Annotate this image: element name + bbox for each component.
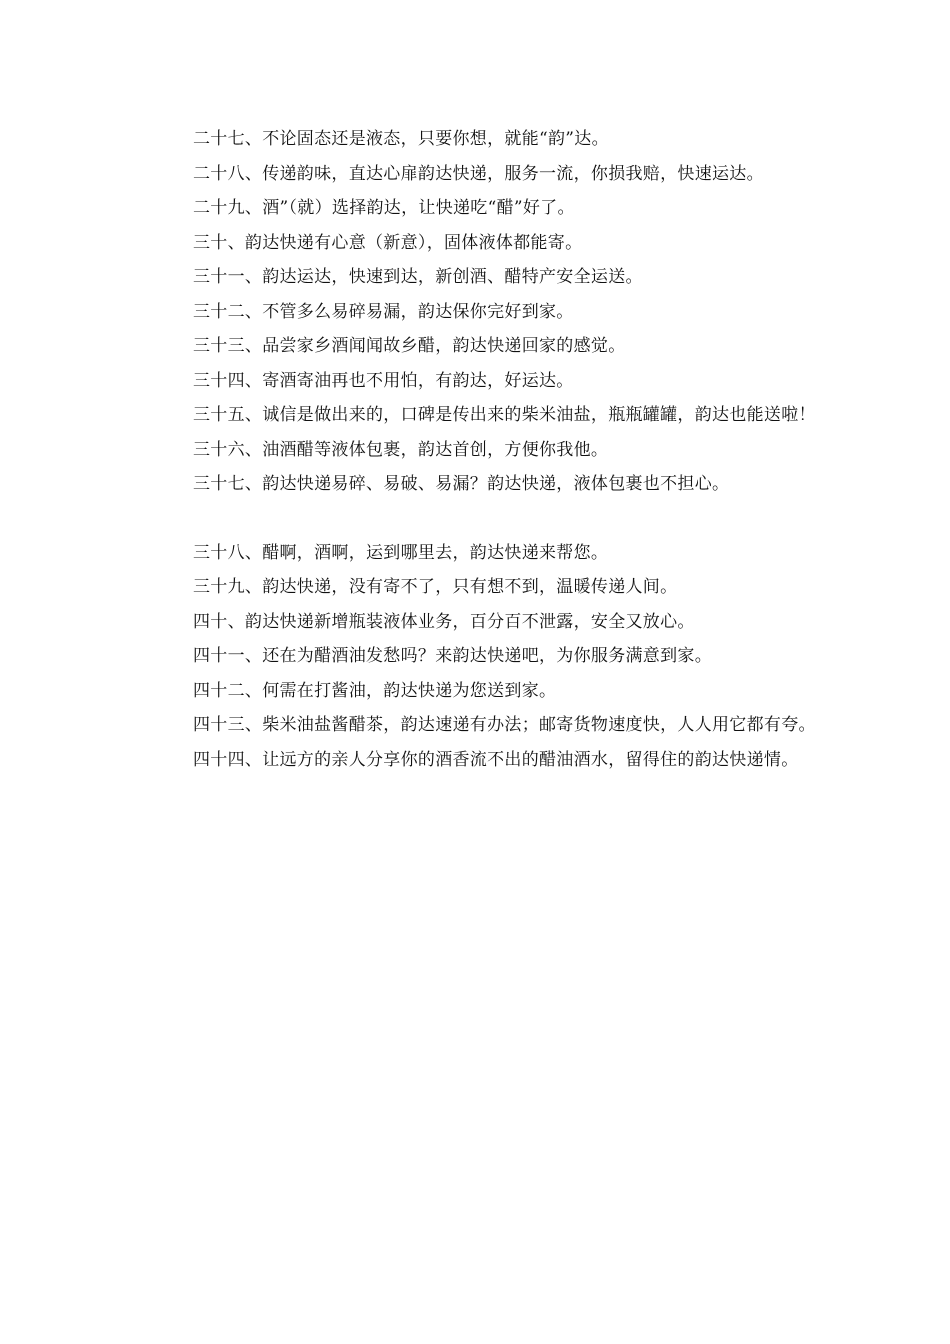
paragraph-40: 四十、韵达快递新增瓶装液体业务，百分百不泄露，安全又放心。 [193,611,695,632]
paragraph-32: 三十二、不管多么易碎易漏，韵达保你完好到家。 [193,301,574,322]
paragraph-41: 四十一、还在为醋酒油发愁吗？来韵达快递吧，为你服务满意到家。 [193,646,712,666]
paragraph-43: 四十三、柴米油盐酱醋茶，韵达速递有办法；邮寄货物速度快，人人用它都有夸。 [193,715,816,735]
document-body [145,122,825,777]
paragraph-31: 三十一、韵达运达，快速到达，新创酒、醋特产安全运送。 [193,267,643,287]
paragraph-28: 二十八、传递韵味，直达心扉韵达快递，服务一流，你损我赔，快速运达。 [193,163,764,184]
paragraph-33: 三十三、品尝家乡酒闻闻故乡醋，韵达快递回家的感觉。 [193,336,626,356]
paragraph-44: 四十四、让远方的亲人分享你的酒香流不出的醋油酒水，留得住的韵达快递情。 [193,749,799,770]
paragraph-29: 二十九、酒”（就）选择韵达，让快递吃“醋”好了。 [193,198,575,218]
paragraph-38: 三十八、醋啊，酒啊，运到哪里去，韵达快递来帮您。 [193,542,609,563]
paragraph-35: 三十五、诚信是做出来的，口碑是传出来的柴米油盐，瓶瓶罐罐，韵达也能送啦！ [193,405,816,425]
paragraph-36: 三十六、油酒醋等液体包裹，韵达首创，方便你我他。 [193,439,609,460]
paragraph-30: 三十、韵达快递有心意（新意），固体液体都能寄。 [193,232,583,253]
paragraph-39: 三十九、韵达快递，没有寄不了，只有想不到，温暖传递人间。 [193,577,678,597]
paragraph-34: 三十四、寄酒寄油再也不用怕，有韵达，好运达。 [193,370,574,391]
paragraph-42: 四十二、何需在打酱油，韵达快递为您送到家。 [193,680,557,701]
paragraph-27: 二十七、不论固态还是液态，只要你想，就能“韵”达。 [193,129,609,149]
paragraph-37: 三十七、韵达快递易碎、易破、易漏？韵达快递，液体包裹也不担心。 [193,474,730,494]
blank-line [145,502,825,536]
